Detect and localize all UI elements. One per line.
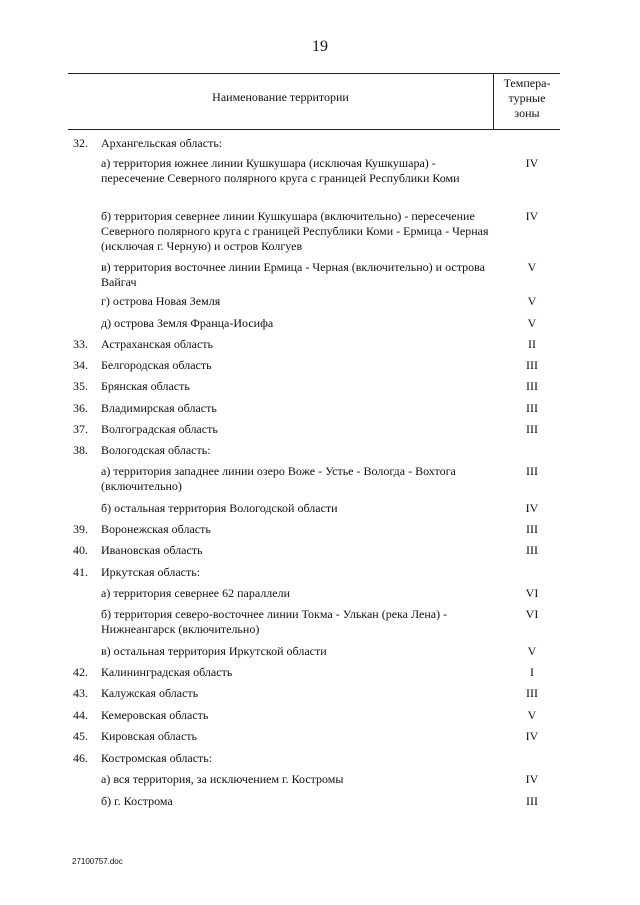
row-zone: IV <box>525 501 539 515</box>
row-territory: Белгородская область <box>101 358 212 372</box>
row-territory: Ивановская область <box>101 543 203 557</box>
row-number: 37. <box>73 422 88 436</box>
header-zone-line: зоны <box>514 106 540 120</box>
row-number: 42. <box>73 665 88 679</box>
row-territory: Воронежская область <box>101 522 211 536</box>
page-number: 19 <box>312 38 328 55</box>
row-zone: IV <box>525 156 539 170</box>
row-territory: Владимирская область <box>101 401 217 415</box>
row-territory: Астраханская область <box>101 337 213 351</box>
row-territory: г) острова Новая Земля <box>101 294 221 308</box>
row-zone: III <box>526 358 538 372</box>
row-number: 43. <box>73 686 88 700</box>
row-number: 40. <box>73 543 88 557</box>
header-zone-line: турные <box>508 91 546 105</box>
header-bottom-rule <box>68 129 560 130</box>
row-zone: IV <box>525 772 539 786</box>
document-filename: 27100757.doc <box>72 857 123 866</box>
row-territory: в) остальная территория Иркутской области <box>101 644 327 658</box>
row-territory: Волгоградская область <box>101 422 218 436</box>
row-zone: IV <box>525 729 539 743</box>
row-territory: в) территория восточнее линии Ермица - Черная (включительно) и острова Вайгач <box>101 260 485 289</box>
row-zone: III <box>526 464 538 478</box>
row-zone: III <box>526 686 538 700</box>
header-zone-line: Темпера- <box>503 76 551 90</box>
row-zone: III <box>526 379 538 393</box>
header-territory-name: Наименование территории <box>212 90 349 104</box>
row-zone: III <box>526 522 538 536</box>
row-territory: Калужская область <box>101 686 199 700</box>
row-zone: V <box>527 294 537 308</box>
row-territory: Иркутская область: <box>101 565 201 579</box>
row-zone: III <box>526 422 538 436</box>
row-number: 38. <box>73 443 88 457</box>
row-territory: а) территория западнее линии озеро Воже - Устье - Вологда - Вохтога (включительно) <box>101 464 456 493</box>
row-zone: III <box>526 794 538 808</box>
row-zone: VI <box>525 607 539 621</box>
row-number: 34. <box>73 358 88 372</box>
row-territory: Кировская область <box>101 729 198 743</box>
row-territory: б) остальная территория Вологодской области <box>101 501 338 515</box>
row-territory: б) территория севернее линии Кушкушара (включительно) - пересечение Северного полярного круга с границей Республики Коми - Ермица - Черная (исключая г. Черную) и остров Колгуев <box>101 209 489 253</box>
row-number: 39. <box>73 522 88 536</box>
row-zone: V <box>527 316 537 330</box>
row-territory: а) территория севернее 62 параллели <box>101 586 291 600</box>
row-territory: б) г. Кострома <box>101 794 173 808</box>
row-zone: I <box>530 665 534 679</box>
row-territory: а) вся территория, за исключением г. Костромы <box>101 772 344 786</box>
header-temperature-zones <box>494 76 560 121</box>
row-number: 41. <box>73 565 88 579</box>
row-territory: Калининградская область <box>101 665 233 679</box>
table-top-rule <box>68 73 560 74</box>
row-number: 45. <box>73 729 88 743</box>
row-number: 32. <box>73 136 88 150</box>
row-zone: III <box>526 543 538 557</box>
row-territory: Архангельская область: <box>101 136 223 150</box>
row-number: 36. <box>73 401 88 415</box>
row-territory: Вологодская область: <box>101 443 211 457</box>
row-zone: III <box>526 401 538 415</box>
row-zone: IV <box>525 209 539 223</box>
row-territory: Кемеровская область <box>101 708 209 722</box>
row-zone: II <box>528 337 536 351</box>
row-territory: Костромская область: <box>101 751 213 765</box>
row-number: 46. <box>73 751 88 765</box>
row-zone: VI <box>525 586 539 600</box>
row-territory: Брянская область <box>101 379 190 393</box>
row-zone: V <box>527 708 537 722</box>
row-territory: б) территория северо-восточнее линии Токма - Улькан (река Лена) - Нижнеангарск (включительно) <box>101 607 448 636</box>
row-number: 33. <box>73 337 88 351</box>
row-zone: V <box>527 260 537 274</box>
row-territory: д) острова Земля Франца-Иосифа <box>101 316 274 330</box>
row-territory: а) территория южнее линии Кушкушара (исключая Кушкушара) - пересечение Северного полярного круга с границей Республики Коми <box>101 156 460 185</box>
row-number: 44. <box>73 708 88 722</box>
row-zone: V <box>527 644 537 658</box>
row-number: 35. <box>73 379 88 393</box>
